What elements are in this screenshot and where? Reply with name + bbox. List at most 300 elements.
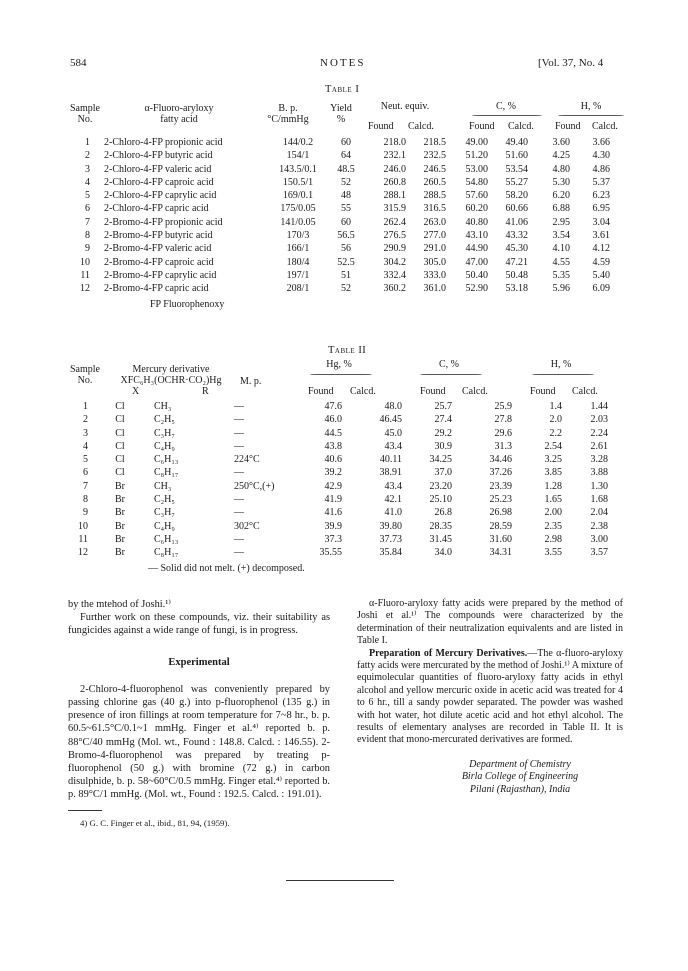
- table2-cell: —: [234, 401, 244, 412]
- table1-cell: 47.00: [465, 256, 488, 268]
- table1-cell: 332.4: [383, 269, 406, 281]
- table2-cell: 5: [83, 454, 88, 466]
- table1-cell: 291.0: [423, 243, 446, 255]
- table1-cell: 53.18: [505, 283, 528, 295]
- table2-header-h: H, %: [550, 359, 572, 370]
- table1-cell: 55.27: [505, 176, 528, 188]
- table1-c-brace: [472, 115, 542, 116]
- table2-cell: 37.0: [434, 467, 452, 479]
- table1-cell: 4.25: [552, 150, 570, 162]
- table2-row: [68, 520, 608, 533]
- table1-cell: 316.5: [423, 203, 446, 215]
- table1-cell: 290.9: [383, 243, 406, 255]
- table1-cell: 5.30: [552, 176, 570, 188]
- table2-cell: Cl: [115, 454, 125, 466]
- table1-cell: 4.30: [592, 150, 610, 162]
- table2-cell: 46.45: [379, 414, 402, 426]
- table2-cell: 3.55: [544, 547, 562, 559]
- table2-cell: 3: [83, 427, 88, 439]
- table1-cell: 43.10: [465, 230, 488, 242]
- table2-cell: 38.91: [379, 467, 402, 479]
- end-rule: [286, 880, 394, 881]
- table2-row: [68, 413, 608, 426]
- table1-cell: 4.10: [552, 243, 570, 255]
- table1-neut-found: Found: [368, 121, 394, 132]
- table1-cell: 43.32: [505, 230, 528, 242]
- left-paragraph-2: Further work on these compounds, viz. their suitability as fungicides against a wide range of fungi, is in progress.: [68, 612, 330, 637]
- table1-cell: 2-Bromo-4-FP valeric acid: [104, 243, 212, 255]
- right-paragraph-2: [357, 648, 623, 747]
- table2-c-found: Found: [420, 386, 446, 397]
- table2-cell: 4: [83, 440, 88, 452]
- table2-cell: Br: [115, 507, 125, 519]
- table2-c-calcd: Calcd.: [462, 386, 488, 397]
- table1-cell: 2-Chloro-4-FP valeric acid: [104, 163, 212, 175]
- table2-cell: 1.4: [549, 401, 562, 412]
- table1-header-no: No.: [77, 114, 93, 125]
- table2-cell: 2.03: [590, 414, 608, 426]
- table2-cell: 250°C,(+): [234, 480, 275, 492]
- table2-cell: 40.6: [324, 454, 342, 466]
- table2-cell: 1.65: [544, 494, 562, 506]
- table1-cell: 2.95: [552, 216, 570, 228]
- table1-row: [68, 242, 610, 255]
- table2-row: [68, 466, 608, 479]
- table1-cell: 60: [341, 137, 351, 148]
- affiliation-college: Birla College of Engineering: [461, 771, 579, 783]
- table1-cell: 2-Bromo-4-FP caprylic acid: [104, 269, 217, 281]
- table1-cell: 246.5: [423, 163, 446, 175]
- table1-cell: 276.5: [383, 230, 406, 242]
- table2-header-mp: M. p.: [240, 376, 262, 387]
- table2-cell: 2.38: [590, 520, 608, 532]
- table1-cell: 360.2: [383, 283, 406, 295]
- table2-cell: 3.88: [590, 467, 608, 479]
- table1-cell: 44.90: [465, 243, 488, 255]
- table2-cell: 3.57: [590, 547, 608, 559]
- table1-c-found: Found: [469, 121, 495, 132]
- table1-cell: 48: [341, 190, 351, 202]
- table1-cell: 58.20: [505, 190, 528, 202]
- table1-cell: 169/0.1: [282, 190, 314, 202]
- table1-cell: 47.21: [505, 256, 528, 268]
- table1-cell: 2-Chloro-4-FP capric acid: [104, 203, 209, 215]
- table2-cell: Br: [115, 520, 125, 532]
- table1-cell: 2-Chloro-4-FP propionic acid: [104, 137, 223, 148]
- table1-row: [68, 163, 610, 176]
- table2-cell: 28.35: [429, 520, 452, 532]
- table1: [68, 97, 628, 310]
- table1-cell: 4.80: [552, 163, 570, 175]
- table2-cell: 12: [78, 547, 88, 559]
- table1-cell: 3.60: [552, 137, 570, 148]
- table1-cell: 49.40: [505, 137, 528, 148]
- table2-cell: 23.20: [429, 480, 452, 492]
- left-column: [68, 598, 330, 830]
- table2-cell: C₂H₅: [154, 414, 175, 426]
- table2-cell: 3.85: [544, 467, 562, 479]
- table1-cell: 305.0: [423, 256, 446, 268]
- table2-h-calcd: Calcd.: [572, 386, 598, 397]
- table1-cell: 7: [85, 216, 90, 228]
- table2-row: [68, 493, 608, 506]
- table1-caption: Table I: [325, 84, 360, 95]
- table2-header-c: C, %: [439, 359, 459, 370]
- volume-info: [Vol. 37, No. 4: [538, 57, 604, 69]
- table1-cell: 6.09: [592, 283, 610, 295]
- table1-footnote: FP Fluorophenoxy: [150, 298, 225, 310]
- left-paragraph-1: by the mtehod of Joshi.¹⁾: [68, 599, 171, 610]
- table1-cell: 52.90: [465, 283, 488, 295]
- table2-cell: 2.54: [544, 440, 562, 452]
- table1-cell: 5.37: [592, 176, 610, 188]
- table2-cell: 39.9: [324, 520, 342, 532]
- table2-cell: 1.68: [590, 494, 608, 506]
- table2-cell: 2.2: [549, 427, 562, 439]
- table1-cell: 52: [341, 283, 351, 295]
- table1-cell: 208/1: [286, 283, 310, 295]
- table2-cell: C₃H₇: [154, 427, 175, 439]
- table2-cell: 31.60: [489, 533, 512, 545]
- table2-cell: C₆H₁₃: [154, 533, 179, 545]
- table2-cell: CH₃: [154, 480, 172, 492]
- table1-cell: 1: [85, 137, 90, 148]
- table2-row: [68, 427, 608, 440]
- table2-row: [68, 440, 608, 453]
- table2-cell: 43.8: [324, 440, 342, 452]
- table1-cell: 60.20: [465, 203, 488, 215]
- table2-cell: —: [234, 467, 244, 479]
- table2-cell: 2.24: [590, 427, 608, 439]
- table1-cell: 143.5/0.1: [279, 163, 317, 175]
- table2-cell: 40.11: [379, 454, 402, 466]
- table2-h-found: Found: [530, 386, 556, 397]
- table2-cell: 43.4: [384, 440, 402, 452]
- table2-cell: 25.10: [429, 494, 452, 506]
- right-paragraph-1: α-Fluoro-aryloxy fatty acids were prepared by the method of Joshi et al.¹⁾ The compounds were characterized by the determination of their neutralization equivalents and are listed in Table I.: [357, 598, 623, 647]
- table2-cell: 27.8: [494, 414, 512, 426]
- table1-cell: 3.54: [552, 230, 570, 242]
- table1-cell: 4.59: [592, 256, 610, 268]
- table2-cell: 7: [83, 480, 88, 492]
- table1-cell: 361.0: [423, 283, 446, 295]
- table1-header-bp-unit: °C/mmHg: [267, 114, 309, 125]
- table2-h-brace: [532, 374, 594, 375]
- table1-cell: 11: [80, 269, 90, 281]
- table2-cell: 10: [78, 520, 88, 532]
- table1-cell: 333.0: [423, 269, 446, 281]
- table1-cell: 6.88: [552, 203, 570, 215]
- table1-header-yield: Yield: [330, 103, 352, 114]
- table1-cell: 52.5: [337, 256, 355, 268]
- table1-cell: 175/0.05: [280, 203, 316, 215]
- table1-cell: 2-Bromo-4-FP propionic acid: [104, 216, 223, 228]
- table2-cell: —: [234, 533, 244, 545]
- table2-cell: Br: [115, 533, 125, 545]
- table2-cell: C₈H₁₇: [154, 467, 179, 479]
- table2-cell: 26.98: [489, 507, 512, 519]
- table1-row: [68, 282, 610, 295]
- table1-body: [68, 136, 610, 296]
- table1-row: [68, 136, 610, 149]
- table2-row: [68, 480, 608, 493]
- table1-cell: 56: [341, 243, 351, 255]
- table1-cell: 4: [85, 176, 90, 188]
- table1-cell: 56.5: [337, 230, 355, 242]
- table1-cell: 10: [80, 256, 90, 268]
- table2-hg-brace: [310, 374, 372, 375]
- table1-cell: 3.66: [592, 137, 610, 148]
- table2-cell: 30.9: [434, 440, 452, 452]
- table1-cell: 315.9: [383, 203, 406, 215]
- table1-cell: 51.20: [465, 150, 488, 162]
- table2-cell: 3.25: [544, 454, 562, 466]
- table2-cell: Cl: [115, 414, 125, 426]
- table1-cell: 304.2: [383, 256, 406, 268]
- table1-cell: 8: [85, 230, 90, 242]
- table1-cell: 60.66: [505, 203, 528, 215]
- table2-cell: 44.5: [324, 427, 342, 439]
- table1-cell: 60: [341, 216, 351, 228]
- table2-row: [68, 546, 608, 559]
- table1-row: [68, 216, 610, 229]
- table1-cell: 54.80: [465, 176, 488, 188]
- table1-cell: 288.1: [383, 190, 406, 202]
- table2-cell: 6: [83, 467, 88, 479]
- table2-row: [68, 506, 608, 519]
- table1-header-c: C, %: [496, 101, 516, 112]
- table2-header-r: R: [202, 386, 209, 397]
- table2-cell: 1.28: [544, 480, 562, 492]
- table1-cell: 3: [85, 163, 90, 175]
- table1-cell: 232.5: [423, 150, 446, 162]
- table1-cell: 288.5: [423, 190, 446, 202]
- table2-cell: C₈H₁₇: [154, 547, 179, 559]
- table1-row: [68, 202, 610, 215]
- table2-cell: 23.39: [489, 480, 512, 492]
- table1-cell: 263.0: [423, 216, 446, 228]
- table1-cell: 141/0.05: [280, 216, 316, 228]
- table1-header-yield-unit: %: [336, 114, 346, 125]
- table2-cell: 47.6: [324, 401, 342, 412]
- table2-header-sample: Sample: [70, 364, 100, 375]
- table1-header-h: H, %: [580, 101, 602, 112]
- prep-body: —The α-fluoro-aryloxy fatty acids were mercurated by the method of Joshi.¹⁾ A mixture of equimolecular quantities of fluoro-aryloxy fatty acids in ethyl alcohol and yellow mercuric oxide in acetic acid was treated for 4 to 6 hr., till a sandy powder separated. The powder was washed with hot water, hot dilute acetic acid and hot ethyl alcohol. The results of elementary analyses are recorded in Table II. It is evident that mono-mercurated derivatives are formed.: [357, 647, 623, 746]
- table1-row: [68, 149, 610, 162]
- table1-row: [68, 269, 610, 282]
- prep-heading: Preparation of Mercury Derivatives.: [369, 647, 528, 659]
- table1-cell: 5: [85, 190, 90, 202]
- table2-cell: 29.6: [494, 427, 512, 439]
- affiliation: [417, 759, 623, 796]
- table1-cell: 2-Bromo-4-FP butyric acid: [104, 230, 213, 242]
- table2-cell: 28.59: [489, 520, 512, 532]
- table2-cell: Cl: [115, 440, 125, 452]
- table1-h-brace: [558, 115, 624, 116]
- table1-header-acid2: fatty acid: [160, 114, 198, 125]
- table1-cell: 2: [85, 150, 90, 162]
- table1-cell: 51: [341, 269, 351, 281]
- table1-row: [68, 229, 610, 242]
- table2-cell: 37.26: [489, 467, 512, 479]
- table2-cell: 1.30: [590, 480, 608, 492]
- table2-cell: 35.84: [379, 547, 402, 559]
- table1-cell: 50.48: [505, 269, 528, 281]
- table1-row: [68, 176, 610, 189]
- table2-cell: 42.1: [384, 494, 402, 506]
- table2-cell: 2.35: [544, 520, 562, 532]
- table1-row: [68, 189, 610, 202]
- table1-cell: 49.00: [465, 137, 488, 148]
- table2-cell: Cl: [115, 401, 125, 412]
- table1-cell: 3.04: [592, 216, 610, 228]
- table1-header-bp: B. p.: [278, 103, 298, 114]
- table1-neut-calcd: Calcd.: [408, 121, 434, 132]
- table2-cell: C₂H₅: [154, 494, 175, 506]
- table2-cell: 25.23: [489, 494, 512, 506]
- table1-cell: 6.20: [552, 190, 570, 202]
- table2-cell: Br: [115, 547, 125, 559]
- table2-cell: 2.04: [590, 507, 608, 519]
- table1-cell: 2-Chloro-4-FP caproic acid: [104, 176, 214, 188]
- table2-cell: —: [234, 547, 244, 559]
- table1-cell: 2-Bromo-4-FP capric acid: [104, 283, 209, 295]
- table2-cell: 224°C: [234, 454, 260, 466]
- table2-cell: 48.0: [384, 401, 402, 412]
- table1-cell: 55: [341, 203, 351, 215]
- journal-section: NOTES: [320, 57, 366, 69]
- table2-cell: 39.80: [379, 520, 402, 532]
- table2-cell: 2.98: [544, 533, 562, 545]
- table1-cell: 5.96: [552, 283, 570, 295]
- table2-cell: 34.46: [489, 454, 512, 466]
- footnote-rule: [68, 810, 102, 811]
- table1-cell: 41.06: [505, 216, 528, 228]
- table2-cell: 41.6: [324, 507, 342, 519]
- table2-cell: 43.4: [384, 480, 402, 492]
- table2-cell: 46.0: [324, 414, 342, 426]
- table1-cell: 2-Chloro-4-FP butyric acid: [104, 150, 213, 162]
- table2-cell: C₄H₉: [154, 520, 175, 532]
- table2-cell: C₄H₉: [154, 440, 175, 452]
- table2-cell: 11: [78, 533, 88, 545]
- table2-cell: 2: [83, 414, 88, 426]
- table1-cell: 50.40: [465, 269, 488, 281]
- table1-cell: 53.54: [505, 163, 528, 175]
- table1-cell: 218.0: [383, 137, 406, 148]
- table1-cell: 12: [80, 283, 90, 295]
- table1-cell: 232.1: [383, 150, 406, 162]
- table2-hg-found: Found: [308, 386, 334, 397]
- table1-cell: 170/3: [286, 230, 310, 242]
- table1-cell: 144/0.2: [282, 137, 314, 148]
- table2-cell: 25.7: [434, 401, 452, 412]
- table1-cell: 166/1: [286, 243, 310, 255]
- right-column: [357, 598, 623, 796]
- table2-cell: 1: [83, 401, 88, 412]
- table1-cell: 197/1: [286, 269, 310, 281]
- table2-cell: Br: [115, 494, 125, 506]
- table2-header-derivative: Mercury derivative: [132, 364, 210, 375]
- table2-cell: 1.44: [590, 401, 608, 412]
- table2-cell: 8: [83, 494, 88, 506]
- table2-cell: 29.2: [434, 427, 452, 439]
- table1-cell: 4.86: [592, 163, 610, 175]
- table2-cell: 31.3: [494, 440, 512, 452]
- table2-cell: 37.3: [324, 533, 342, 545]
- table1-cell: 45.30: [505, 243, 528, 255]
- table2-footnote: — Solid did not melt. (+) decomposed.: [148, 562, 305, 574]
- table2-cell: 34.0: [434, 547, 452, 559]
- table2-row: [68, 453, 608, 466]
- table2-header-formula: XFC₆H₃(OCHR·CO₂)Hg: [120, 375, 222, 386]
- table1-cell: 154/1: [286, 150, 310, 162]
- table1-row: [68, 256, 610, 269]
- table2-cell: —: [234, 427, 244, 439]
- table2-cell: 3.28: [590, 454, 608, 466]
- table2-cell: CH₃: [154, 401, 172, 412]
- table1-cell: 277.0: [423, 230, 446, 242]
- table1-c-calcd: Calcd.: [508, 121, 534, 132]
- table2-row: [68, 400, 608, 413]
- table1-header-sample: Sample: [70, 103, 100, 114]
- table1-cell: 246.0: [383, 163, 406, 175]
- table1-cell: 48.5: [337, 163, 355, 175]
- table1-cell: 3.61: [592, 230, 610, 242]
- table1-cell: 262.4: [383, 216, 406, 228]
- section-heading-experimental: Experimental: [168, 656, 230, 668]
- table1-cell: 6: [85, 203, 90, 215]
- table1-cell: 6.95: [592, 203, 610, 215]
- table2-cell: 39.2: [324, 467, 342, 479]
- table2-cell: 3.00: [590, 533, 608, 545]
- table2-cell: 9: [83, 507, 88, 519]
- table1-cell: 5.40: [592, 269, 610, 281]
- left-paragraph-3: 2-Chloro-4-fluorophenol was conveniently prepared by passing chlorine gas (40 g.) into p-fluorophenol (135 g.) in presence of iron fillings at room temperature for 7~8 hr., b. p. 60.5~61.5°C/0.1~1 mmHg. Finger et al.⁴⁾ reported b. p. 88°C/40 mmHg (Mol. wt., Found : 148.8. Calcd. : 146.55). 2-Bromo-4-fluorophenol was prepared by treating p-fluorophenol (50 g.) with bromine (72 g.) in carbon disulphide, b. p. 58~60°C/0.5 mmHg. Finger etal.⁴⁾ reported b. p. 89°C/1 mmHg. (Mol. wt., Found : 192.5. Calcd. : 191.01).: [68, 683, 330, 801]
- table1-cell: 5.35: [552, 269, 570, 281]
- table2-cell: 34.25: [429, 454, 452, 466]
- table2-header-x: X: [132, 386, 140, 397]
- table1-cell: 260.8: [383, 176, 406, 188]
- affiliation-dept: Department of Chemistry: [469, 758, 571, 770]
- table1-cell: 53.00: [465, 163, 488, 175]
- table1-cell: 57.60: [465, 190, 488, 202]
- table1-cell: 51.60: [505, 150, 528, 162]
- table2-row: [68, 533, 608, 546]
- table1-cell: 218.5: [423, 137, 446, 148]
- table1-cell: 2-Chloro-4-FP caprylic acid: [104, 190, 217, 202]
- table2-cell: 34.31: [489, 547, 512, 559]
- table2-cell: 302°C: [234, 520, 260, 532]
- table1-cell: 4.12: [592, 243, 610, 255]
- table1-cell: 52: [341, 176, 351, 188]
- table2-header-hg: Hg, %: [326, 359, 352, 370]
- table2-cell: 45.0: [384, 427, 402, 439]
- table1-cell: 150.5/1: [282, 176, 314, 188]
- table2-cell: —: [234, 494, 244, 506]
- table1-h-calcd: Calcd.: [592, 121, 618, 132]
- table2-cell: 41.0: [384, 507, 402, 519]
- table1-cell: 6.23: [592, 190, 610, 202]
- table2-cell: C₃H₇: [154, 507, 175, 519]
- table2-cell: 37.73: [379, 533, 402, 545]
- table2-cell: Cl: [115, 467, 125, 479]
- reference-4: 4) G. C. Finger et al., ibid., 81, 94, (1959).: [80, 817, 230, 828]
- table2-cell: 2.00: [544, 507, 562, 519]
- table2-cell: —: [234, 440, 244, 452]
- table2-cell: 25.9: [494, 401, 512, 412]
- table1-cell: 40.80: [465, 216, 488, 228]
